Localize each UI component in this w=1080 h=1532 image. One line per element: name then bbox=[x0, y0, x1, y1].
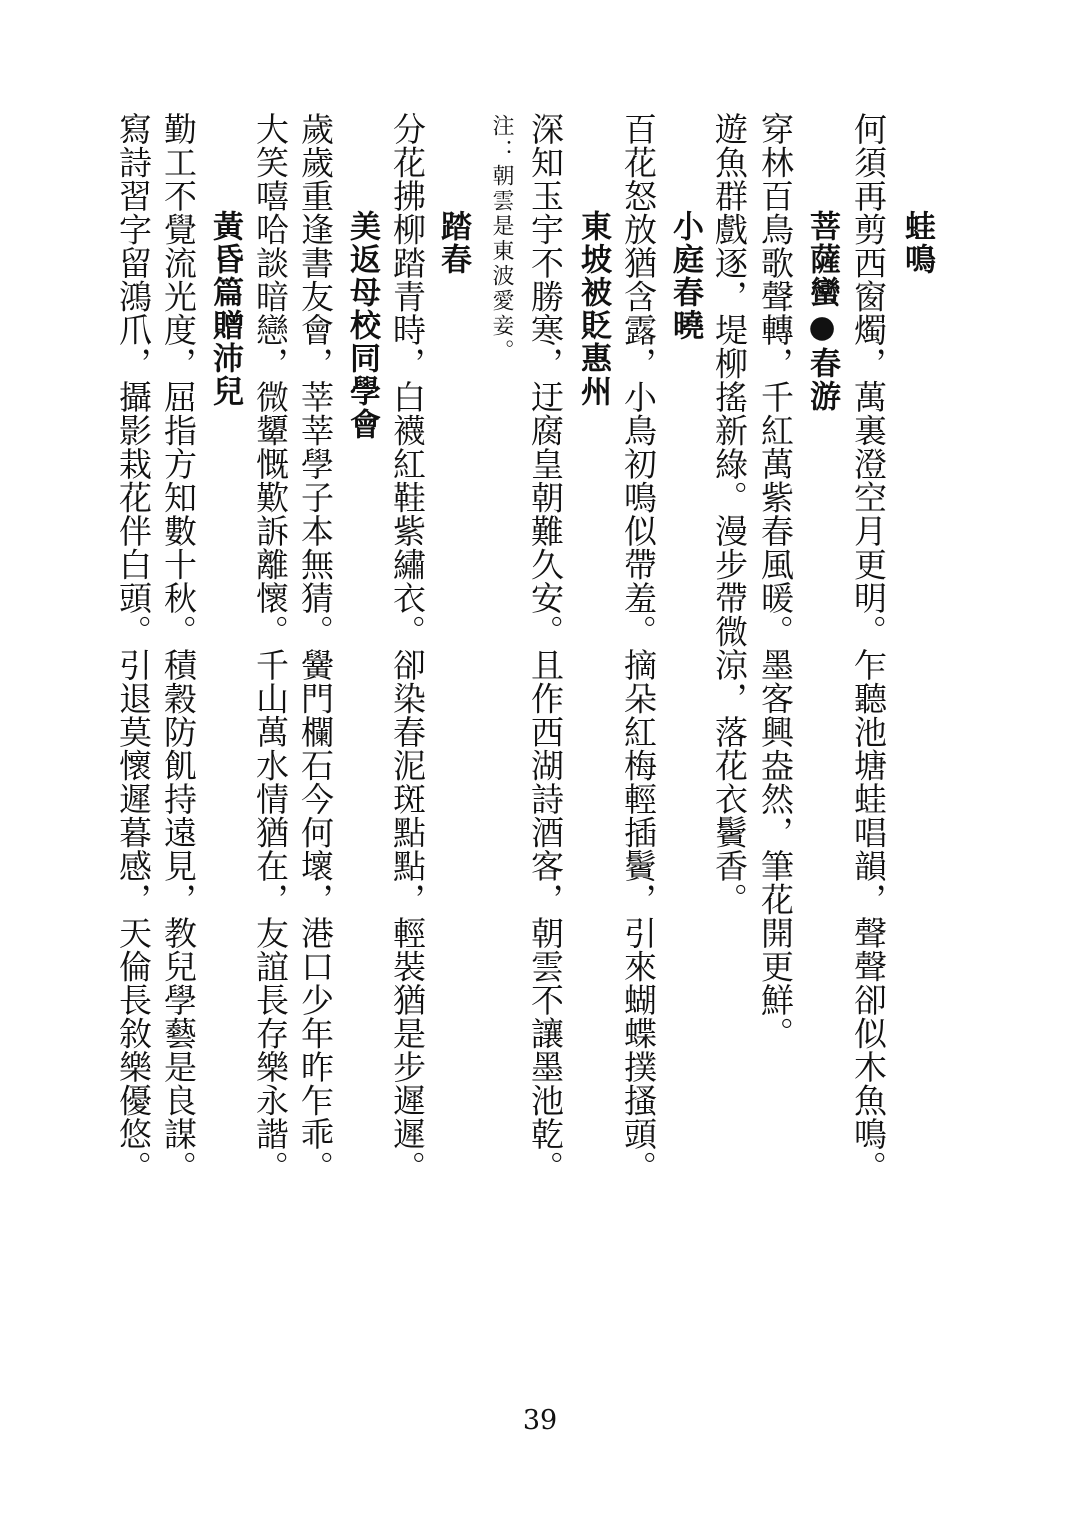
poem-title-alumni-reunion: 美返母校同學會 bbox=[344, 210, 380, 441]
footnote: 注：朝雲是東波愛妾。 bbox=[489, 114, 514, 364]
verse-line: 百花怒放猶含露，小鳥初鳴似帶羞。摘朵紅梅輕插鬢，引來蝴蝶撲搔頭。 bbox=[619, 112, 658, 1184]
verse-line: 勤工不覺流光度，屈指方知數十秋。積穀防飢持遠見，教兒學藝是良謀。 bbox=[159, 112, 198, 1184]
verse-line: 大笑嘻哈談暗戀，微顰慨歎訴離懷。千山萬水情猶在，友誼長存樂永諧。 bbox=[251, 112, 290, 1184]
poem-title-dongpo-huizhou: 東坡被貶惠州 bbox=[575, 210, 611, 408]
verse-line: 深知玉宇不勝寒，迂腐皇朝難久安。且作西湖詩酒客，朝雲不讓墨池乾。 bbox=[526, 112, 565, 1184]
verse-line: 寫詩習字留鴻爪，攝影栽花伴白頭。引退莫懷遲暮感，天倫長敘樂優悠。 bbox=[114, 112, 153, 1184]
poem-title-spring-walk: 踏春 bbox=[435, 210, 471, 276]
verse-line: 穿林百鳥歌聲轉，千紅萬紫春風暖。墨客興盎然，筆花開更鮮。 bbox=[756, 112, 795, 1050]
verse-line: 歲歲重逢書友會，莘莘學子本無猜。黌門欄石今何壞，港口少年昨乍乖。 bbox=[296, 112, 335, 1184]
poem-title-twilight: 黃昏篇贈沛兒 bbox=[207, 210, 243, 408]
poem-title-spring-outing: 菩薩蠻●春游 bbox=[804, 210, 840, 413]
page-number: 39 bbox=[522, 1405, 558, 1436]
verse-line: 何須再剪西窗燭，萬裏澄空月更明。乍聽池塘蛙唱韻，聲聲卻似木魚鳴。 bbox=[849, 112, 888, 1184]
poem-title-frog-croak: 蛙鳴 bbox=[899, 210, 935, 276]
verse-line: 分花拂柳踏青時，白襪紅鞋紫繡衣。卻染春泥斑點點，輕裝猶是步遲遲。 bbox=[388, 112, 427, 1184]
verse-line: 遊魚群戲逐，堤柳搖新綠。漫步帶微涼，落花衣鬢香。 bbox=[710, 112, 749, 916]
poem-title-small-courtyard: 小庭春曉 bbox=[667, 210, 703, 342]
